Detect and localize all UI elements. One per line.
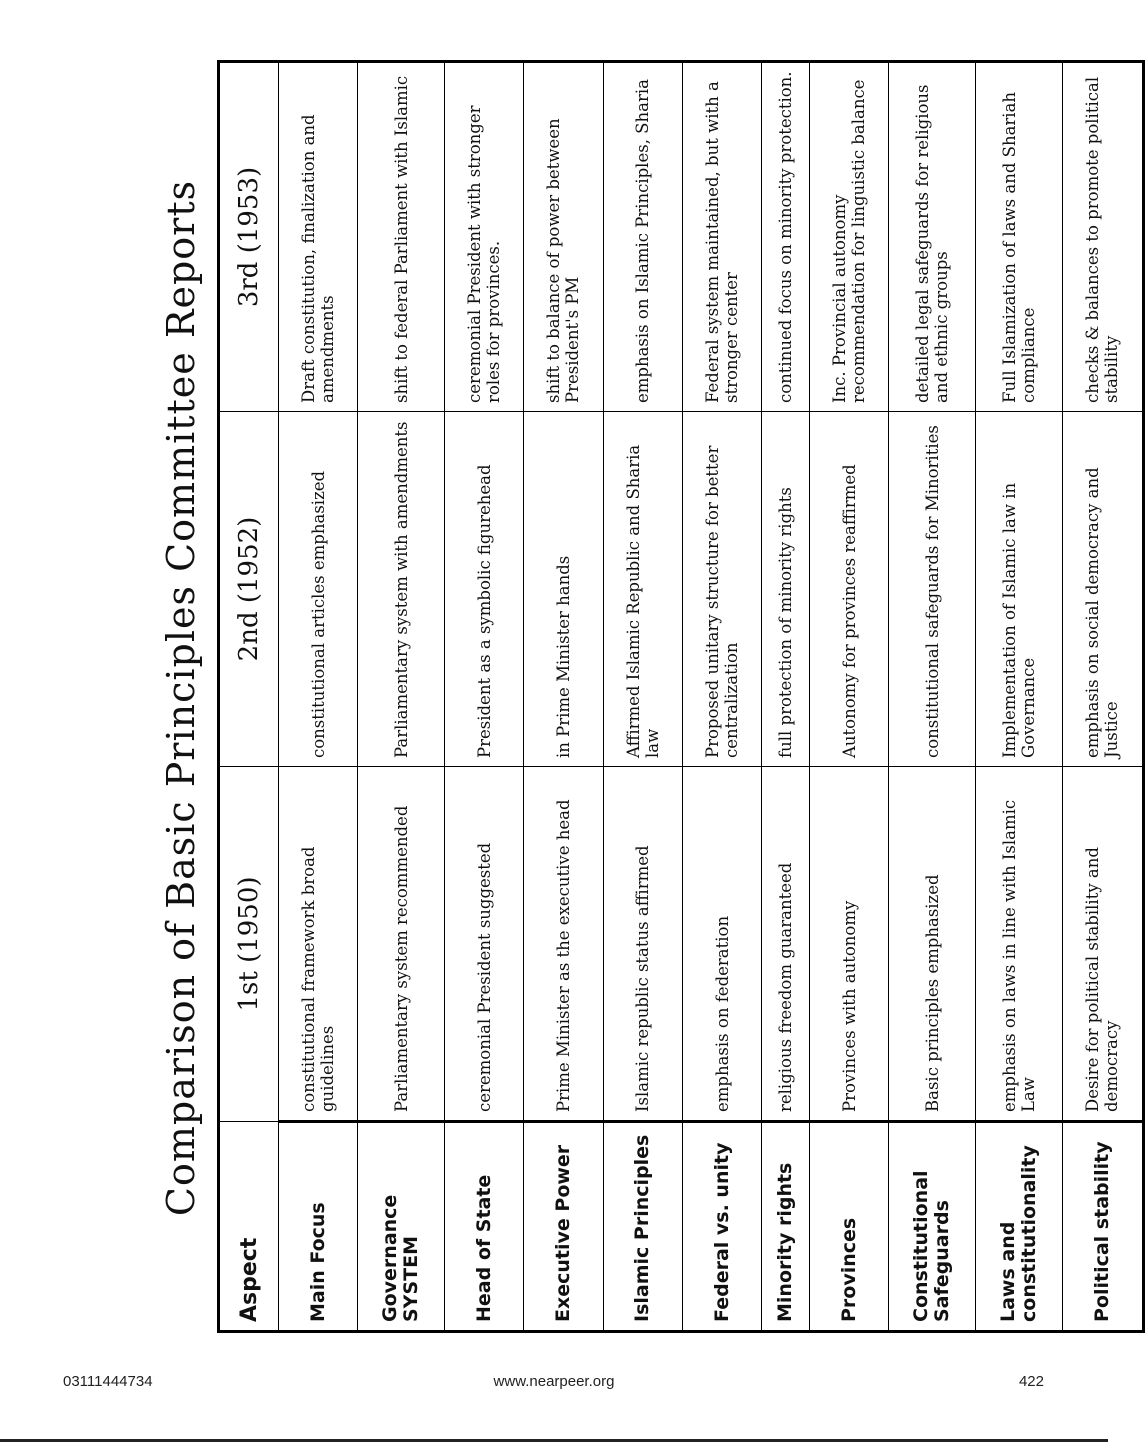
header-first-report: 1st (1950)	[219, 767, 279, 1122]
comparison-table	[217, 60, 1145, 1333]
cell-first-report: Basic principles emphasized	[889, 767, 976, 1122]
cell-third-report: emphasis on Islamic Principles, Sharia	[603, 62, 682, 412]
cell-second-report: President as a symbolic figurehead	[444, 412, 523, 767]
table-row	[1062, 62, 1143, 1332]
cell-second-report: Autonomy for provinces reaffirmed	[810, 412, 889, 767]
header-aspect: Aspect	[219, 1122, 279, 1332]
cell-first-report: Islamic republic status affirmed	[603, 767, 682, 1122]
cell-first-report: Prime Minister as the executive head	[524, 767, 603, 1122]
row-aspect-label: Minority rights	[762, 1122, 810, 1332]
row-aspect-label: Federal vs. unity	[682, 1122, 761, 1332]
cell-second-report: constitutional articles emphasized	[279, 412, 358, 767]
cell-second-report: Implementation of Islamic law in Governance	[976, 412, 1063, 767]
table-row	[524, 62, 603, 1332]
page-title: Comparison of Basic Principles Committee Reports	[159, 179, 203, 1217]
table-row	[603, 62, 682, 1332]
row-aspect-label: Islamic Principles	[603, 1122, 682, 1332]
table-row	[889, 62, 976, 1332]
cell-third-report: checks & balances to promote political stability	[1062, 62, 1143, 412]
cell-first-report: ceremonial President suggested	[444, 767, 523, 1122]
cell-third-report: Draft constitution, finalization and amendments	[279, 62, 358, 412]
table-row	[358, 62, 445, 1332]
table-row	[279, 62, 358, 1332]
cell-third-report: Inc. Provincial autonomy recommendation for linguistic balance	[810, 62, 889, 412]
row-aspect-label: Main Focus	[279, 1122, 358, 1332]
cell-second-report: Parliamentary system with amendments	[358, 412, 445, 767]
footer-phone: 03111444734	[63, 1373, 153, 1390]
table-header-row	[219, 62, 279, 1332]
cell-first-report: Desire for political stability and democracy	[1062, 767, 1143, 1122]
row-aspect-label: Provinces	[810, 1122, 889, 1332]
cell-third-report: ceremonial President with stronger roles for provinces.	[444, 62, 523, 412]
cell-third-report: continued focus on minority protection.	[762, 62, 810, 412]
table-row	[762, 62, 810, 1332]
cell-second-report: Affirmed Islamic Republic and Sharia law	[603, 412, 682, 767]
cell-second-report: in Prime Minister hands	[524, 412, 603, 767]
cell-third-report: Full Islamization of laws and Shariah compliance	[976, 62, 1063, 412]
cell-first-report: Provinces with autonomy	[810, 767, 889, 1122]
footer-website[interactable]: www.nearpeer.org	[493, 1373, 615, 1390]
footer-page-number: 422	[1018, 1373, 1044, 1390]
table-row	[444, 62, 523, 1332]
row-aspect-label: Constitutional Safeguards	[889, 1122, 976, 1332]
row-aspect-label: Governance SYSTEM	[358, 1122, 445, 1332]
cell-first-report: constitutional framework broad guidelines	[279, 767, 358, 1122]
header-third-report: 3rd (1953)	[219, 62, 279, 412]
cell-second-report: Proposed unitary structure for better centralization	[682, 412, 761, 767]
table-row	[682, 62, 761, 1332]
cell-first-report: Parliamentary system recommended	[358, 767, 445, 1122]
cell-third-report: shift to federal Parliament with Islamic	[358, 62, 445, 412]
table-row	[810, 62, 889, 1332]
row-aspect-label: Head of State	[444, 1122, 523, 1332]
header-second-report: 2nd (1952)	[219, 412, 279, 767]
cell-first-report: emphasis on laws in line with Islamic Law	[976, 767, 1063, 1122]
cell-second-report: constitutional safeguards for Minorities	[889, 412, 976, 767]
cell-third-report: shift to balance of power between President's PM	[524, 62, 603, 412]
row-aspect-label: Political stability	[1062, 1122, 1143, 1332]
cell-third-report: detailed legal safeguards for religious and ethnic groups	[889, 62, 976, 412]
cell-third-report: Federal system maintained, but with a stronger center	[682, 62, 761, 412]
rotated-page-content	[145, 63, 1145, 1333]
cell-second-report: emphasis on social democracy and Justice	[1062, 412, 1143, 767]
table-row	[976, 62, 1063, 1332]
cell-first-report: religious freedom guaranteed	[762, 767, 810, 1122]
cell-first-report: emphasis on federation	[682, 767, 761, 1122]
row-aspect-label: Laws and constitutionality	[976, 1122, 1063, 1332]
row-aspect-label: Executive Power	[524, 1122, 603, 1332]
cell-second-report: full protection of minority rights	[762, 412, 810, 767]
